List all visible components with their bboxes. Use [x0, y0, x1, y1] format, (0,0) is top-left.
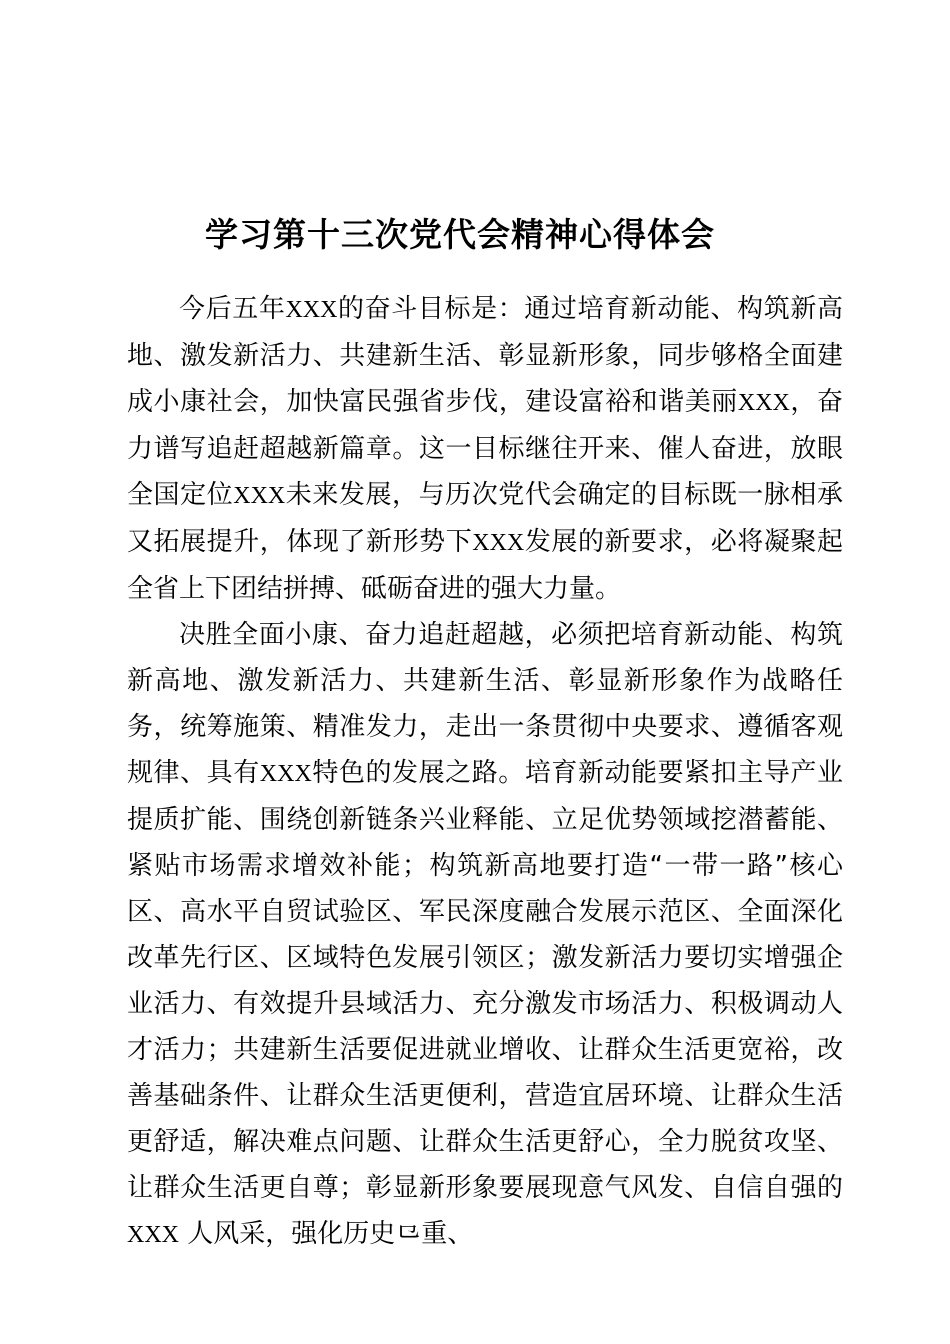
- placeholder-text: XXX: [259, 761, 312, 787]
- placeholder-text: XXX: [233, 483, 286, 509]
- paragraph-1: 今后五年XXX的奋斗目标是：通过培育新动能、构筑新高地、激发新活力、共建新生活、彰显新形象，同步够格全面建成小康社会，加快富民强省步伐，建设富裕和谐美丽XXX，奋力谱写追赶超越新篇章。这一目标继往开来、催人奋进，放眼全国定位XXX未来发展，与历次党代会确定的目标既一脉相承又拓展提升，体现了新形势下XXX发展的新要求，必将凝聚起全省上下团结拼搏、砥砺奋进的强大力量。: [127, 294, 843, 604]
- document-body: [127, 286, 843, 1258]
- placeholder-text: XXX: [472, 530, 525, 556]
- document-title: 学习第十三次党代会精神心得体会: [205, 215, 715, 254]
- placeholder-text: XXX: [127, 1222, 179, 1248]
- placeholder-text: XXX: [285, 297, 338, 323]
- paragraph-2: 决胜全面小康、奋力追赶超越，必须把培育新动能、构筑新高地、激发新活力、共建新生活、彰显新形象作为战略任务，统筹施策、精准发力，走出一条贯彻中央要求、遵循客观规律、具有XXX特色的发展之路。培育新动能要紧扣主导产业提质扩能、围绕创新链条兴业释能、立足优势领域挖潜蓄能、紧贴市场需求增效补能；构筑新高地要打造“一带一路”核心区、高水平自贸试验区、军民深度融合发展示范区、全面深化改革先行区、区域特色发展引领区；激发新活力要切实增强企业活力、有效提升县域活力、充分激发市场活力、积极调动人才活力；共建新生活要促进就业增收、让群众生活更宽裕，改善基础条件、让群众生活更便利，营造宜居环境、让群众生活更舒适，解决难点问题、让群众生活更舒心，全力脱贫攻坚、让群众生活更自尊；彰显新形象要展现意气风发、自信自强的XXX 人风采，强化历史⺋重、: [127, 620, 843, 1249]
- placeholder-text: XXX: [737, 390, 790, 416]
